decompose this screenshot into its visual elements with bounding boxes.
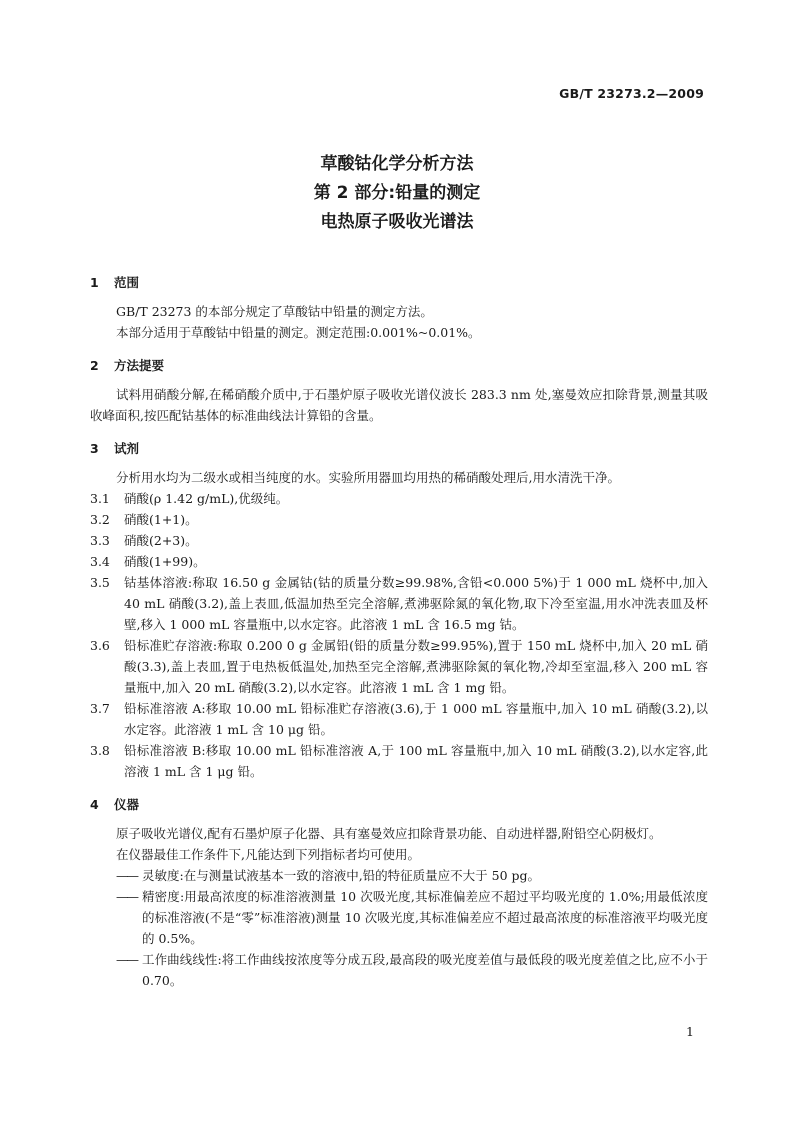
- reagent-item: 3.4 硝酸(1+99)。: [90, 554, 206, 569]
- dash-marker: ——: [116, 952, 137, 967]
- paragraph: 原子吸收光谱仪,配有石墨炉原子化器、具有塞曼效应扣除背景功能、自动进样器,附铅空心阴极灯。: [116, 826, 662, 841]
- reagent-item: 3.5 钴基体溶液:称取 16.50 g 金属钴(钴的质量分数≥99.98%,含铅<0.000 5%)于 1 000 mL 烧杯中,加入 40 mL 硝酸(3.2),盖上表皿,低温加热至完全溶解,煮沸驱除氮的氧化物,取下冷至室温,用水冲洗表皿及杯壁,移入 1 000 mL 容量瓶中,以水定容。此溶液 1 mL 含 16.5 mg 钴。: [90, 575, 708, 632]
- reagent-item: 3.2 硝酸(1+1)。: [90, 512, 198, 527]
- section-heading-scope: 1 范围: [90, 275, 140, 290]
- paragraph: 试料用硝酸分解,在稀硝酸介质中,于石墨炉原子吸收光谱仪波长 283.3 nm 处,塞曼效应扣除背景,测量其吸收峰面积,按匹配钴基体的标准曲线法计算铅的含量。: [90, 387, 708, 423]
- section-heading-principle: 2 方法提要: [90, 358, 165, 373]
- paragraph: GB/T 23273 的本部分规定了草酸钴中铅量的测定方法。: [116, 304, 433, 319]
- title-line-1: 草酸钴化学分析方法: [320, 154, 474, 174]
- dash-marker: ——: [116, 889, 137, 904]
- document-body: [90, 272, 708, 991]
- reagent-item: 3.6 铅标准贮存溶液:称取 0.200 0 g 金属铅(铅的质量分数≥99.95%),置于 150 mL 烧杯中,加入 20 mL 硝酸(3.3),盖上表皿,置于电热板低温处,加热至完全溶解,煮沸驱除氮的氧化物,冷却至室温,移入 200 mL 容量瓶中,加入 20 mL 硝酸(3.2),以水定容。此溶液 1 mL 含 1 mg 铅。: [90, 638, 708, 695]
- section-heading-reagents: 3 试剂: [90, 441, 140, 456]
- reagent-item: 3.8 铅标准溶液 B:移取 10.00 mL 铅标准溶液 A,于 100 mL 容量瓶中,加入 10 mL 硝酸(3.2),以水定容,此溶液 1 mL 含 1 μg 铅。: [90, 743, 708, 779]
- reagent-item: 3.3 硝酸(2+3)。: [90, 533, 198, 548]
- paragraph: 在仪器最佳工作条件下,凡能达到下列指标者均可使用。: [116, 847, 420, 862]
- paragraph: 本部分适用于草酸钴中铅量的测定。测定范围:0.001%~0.01%。: [116, 325, 481, 340]
- paragraph: 分析用水均为二级水或相当纯度的水。实验所用器皿均用热的稀硝酸处理后,用水清洗干净。: [116, 470, 620, 485]
- document-title: [0, 150, 794, 237]
- dash-marker: ——: [116, 868, 137, 883]
- list-item: —— 工作曲线线性:将工作曲线按浓度等分成五段,最高段的吸光度差值与最低段的吸光度差值之比,应不小于 0.70。: [90, 949, 708, 991]
- standard-number: GB/T 23273.2—2009: [559, 86, 704, 101]
- page-number: 1: [686, 1024, 694, 1039]
- list-item: —— 精密度:用最高浓度的标准溶液测量 10 次吸光度,其标准偏差应不超过平均吸光度的 1.0%;用最低浓度的标准溶液(不是“零”标准溶液)测量 10 次吸光度,其标准偏差应不超过最高浓度的标准溶液平均吸光度的 0.5%。: [90, 886, 708, 949]
- section-heading-apparatus: 4 仪器: [90, 797, 140, 812]
- reagent-item: 3.1 硝酸(ρ 1.42 g/mL),优级纯。: [90, 491, 289, 506]
- list-item: —— 灵敏度:在与测量试液基本一致的溶液中,铅的特征质量应不大于 50 pg。: [90, 865, 708, 886]
- reagent-item: 3.7 铅标准溶液 A:移取 10.00 mL 铅标准贮存溶液(3.6),于 1 000 mL 容量瓶中,加入 10 mL 硝酸(3.2),以水定容。此溶液 1 mL 含 10 μg 铅。: [90, 701, 708, 737]
- title-line-3: 电热原子吸收光谱法: [320, 212, 474, 232]
- title-line-2: 第 2 部分:铅量的测定: [313, 183, 481, 203]
